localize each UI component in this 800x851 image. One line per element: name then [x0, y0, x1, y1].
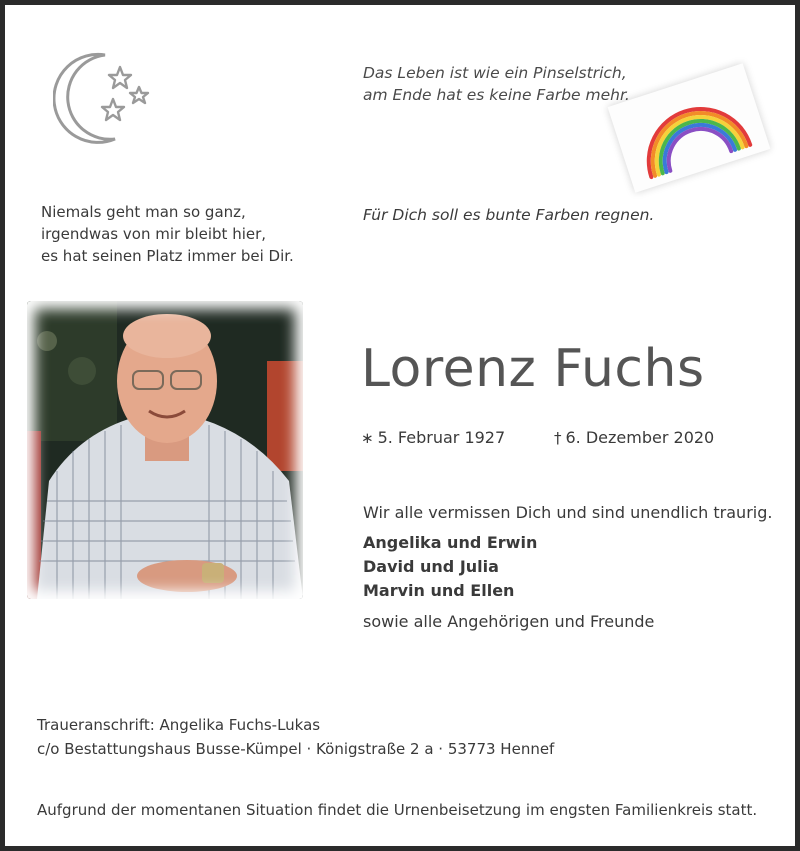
birth-date-text: 5. Februar 1927	[377, 428, 506, 447]
family-member: David und Julia	[363, 557, 499, 576]
address-line-1: Traueranschrift: Angelika Fuchs-Lukas	[37, 716, 321, 734]
birth-icon: ∗	[361, 429, 374, 447]
family-member: Marvin und Ellen	[363, 581, 515, 600]
quote-left-line-1: Niemals geht man so ganz,	[41, 203, 246, 221]
quote-left-line-3: es hat seinen Platz immer bei Dir.	[41, 247, 294, 265]
quote-top	[363, 62, 630, 106]
address-line-2: c/o Bestattungshaus Busse-Kümpel · Königstraße 2 a · 53773 Hennef	[37, 740, 555, 758]
quote-top-line-1: Das Leben ist wie ein Pinselstrich,	[363, 64, 627, 82]
family-member: Angelika und Erwin	[363, 533, 538, 552]
birth-date	[361, 428, 505, 447]
quote-mid: Für Dich soll es bunte Farben regnen.	[363, 206, 655, 224]
death-date-text: 6. Dezember 2020	[565, 428, 715, 447]
family-list	[363, 531, 537, 603]
quote-left	[41, 201, 294, 267]
deceased-name: Lorenz Fuchs	[361, 339, 705, 399]
burial-notice: Aufgrund der momentanen Situation findet die Urnenbeisetzung im engsten Familienkreis statt.	[37, 801, 758, 819]
mourning-address	[37, 713, 554, 761]
mourning-message: Wir alle vermissen Dich und sind unendlich traurig.	[363, 503, 773, 522]
quote-top-line-2: am Ende hat es keine Farbe mehr.	[363, 86, 630, 104]
death-date	[554, 428, 714, 447]
others-line: sowie alle Angehörigen und Freunde	[363, 612, 655, 631]
quote-left-line-2: irgendwas von mir bleibt hier,	[41, 225, 267, 243]
rainbow-picture	[608, 63, 771, 192]
portrait-photo	[27, 301, 303, 599]
cross-icon: †	[554, 429, 562, 447]
moon-stars-icon	[53, 49, 153, 149]
